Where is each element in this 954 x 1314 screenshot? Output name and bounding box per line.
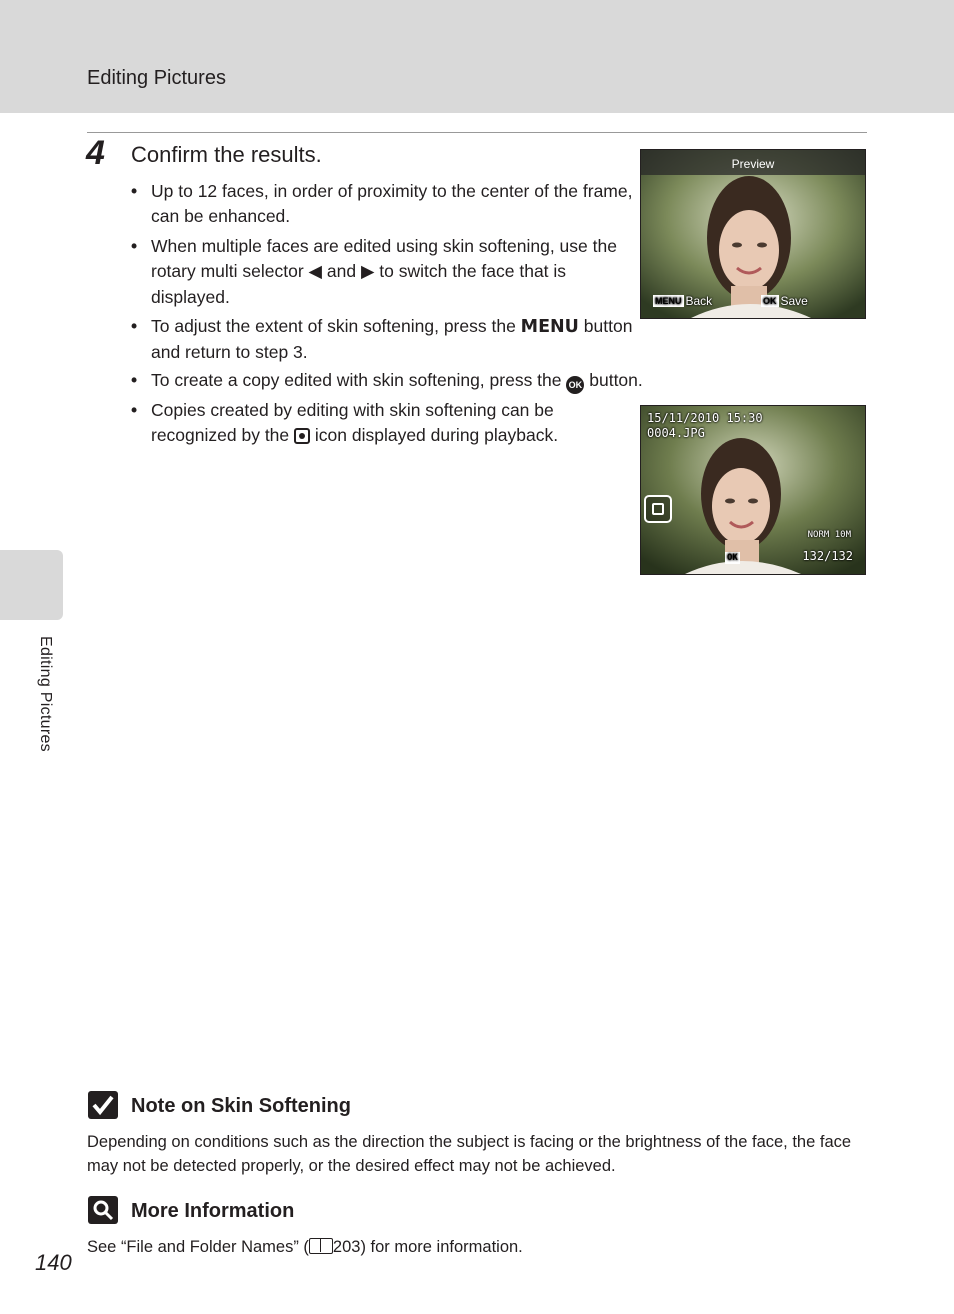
ok-chip: [725, 550, 742, 564]
back-control: MENU Back: [655, 294, 713, 308]
ok-chip-icon: OK: [727, 553, 738, 563]
menu-button-icon: MENU: [520, 317, 579, 337]
step-number: 4: [86, 134, 105, 172]
bullet-item: [131, 179, 633, 229]
divider: [87, 132, 867, 133]
page-reference-link[interactable]: 203: [332, 1238, 361, 1256]
bullet-item: [131, 398, 616, 448]
checkmark-icon: [88, 1091, 118, 1119]
bullet-dot: •: [131, 370, 138, 390]
header-band: [0, 0, 954, 113]
ok-button-icon: OK: [566, 376, 584, 394]
more-info-body: See “File and Folder Names” ( 203) for more information.: [87, 1238, 523, 1256]
preview-title-bar: Preview: [641, 150, 865, 175]
magnifier-icon: [88, 1196, 118, 1224]
save-control: OK Save: [763, 294, 808, 308]
bullet-dot: •: [131, 181, 138, 201]
bullet-dot: •: [131, 316, 138, 336]
note-body: Depending on conditions such as the direction the subject is facing or the brightness of the face, the face may not be detected properly, or the desired effect may not be achieved.: [87, 1133, 852, 1175]
bullet-text: Up to 12 faces, in order of proximity to the center of the frame, can be enhanced.: [151, 181, 633, 226]
bullet-dot: •: [131, 236, 138, 256]
filename-readout: 0004.JPG: [647, 426, 705, 440]
right-arrow-icon: ▶: [360, 262, 375, 282]
image-quality-readout: NORM 10M: [807, 530, 851, 540]
bullet-text: Copies created by editing with skin softening can be recognized by the icon displayed during playback.: [151, 400, 559, 445]
more-info-title: More Information: [131, 1200, 295, 1222]
datetime-readout: 15/11/2010 15:30: [647, 411, 763, 425]
section-title: Editing Pictures: [87, 67, 226, 89]
note-title: Note on Skin Softening: [131, 1095, 351, 1117]
playback-screen: [640, 405, 866, 575]
bullet-dot: •: [131, 400, 138, 420]
bullet-text: When multiple faces are edited using skin softening, use the rotary multi selector ◀ and ▶ to switch the face that is displayed.: [151, 236, 617, 307]
bullet-item: [131, 368, 771, 394]
book-reference-icon: [309, 1238, 333, 1254]
bullet-text: To create a copy edited with skin softening, press the OK button.: [151, 368, 791, 394]
side-tab: [0, 550, 63, 620]
side-tab-label: Editing Pictures: [37, 636, 54, 752]
frame-counter: 132/132: [802, 549, 853, 563]
portrait-photo: [641, 150, 865, 318]
page-number: 140: [35, 1250, 72, 1275]
preview-screen: [640, 149, 866, 319]
menu-chip-icon: MENU: [655, 296, 682, 306]
step-title: Confirm the results.: [131, 142, 322, 167]
bullet-item: [131, 314, 633, 365]
info-magnifier-icon: [88, 1196, 118, 1224]
ok-chip-icon: OK: [763, 296, 777, 306]
left-arrow-icon: ◀: [308, 262, 323, 282]
bullet-item: [131, 234, 616, 310]
check-icon: [88, 1091, 118, 1119]
skin-softening-icon: [294, 428, 310, 444]
skin-softening-icon: [644, 495, 672, 523]
bullet-text: To adjust the extent of skin softening, press the MENU button and return to step 3.: [151, 316, 633, 362]
